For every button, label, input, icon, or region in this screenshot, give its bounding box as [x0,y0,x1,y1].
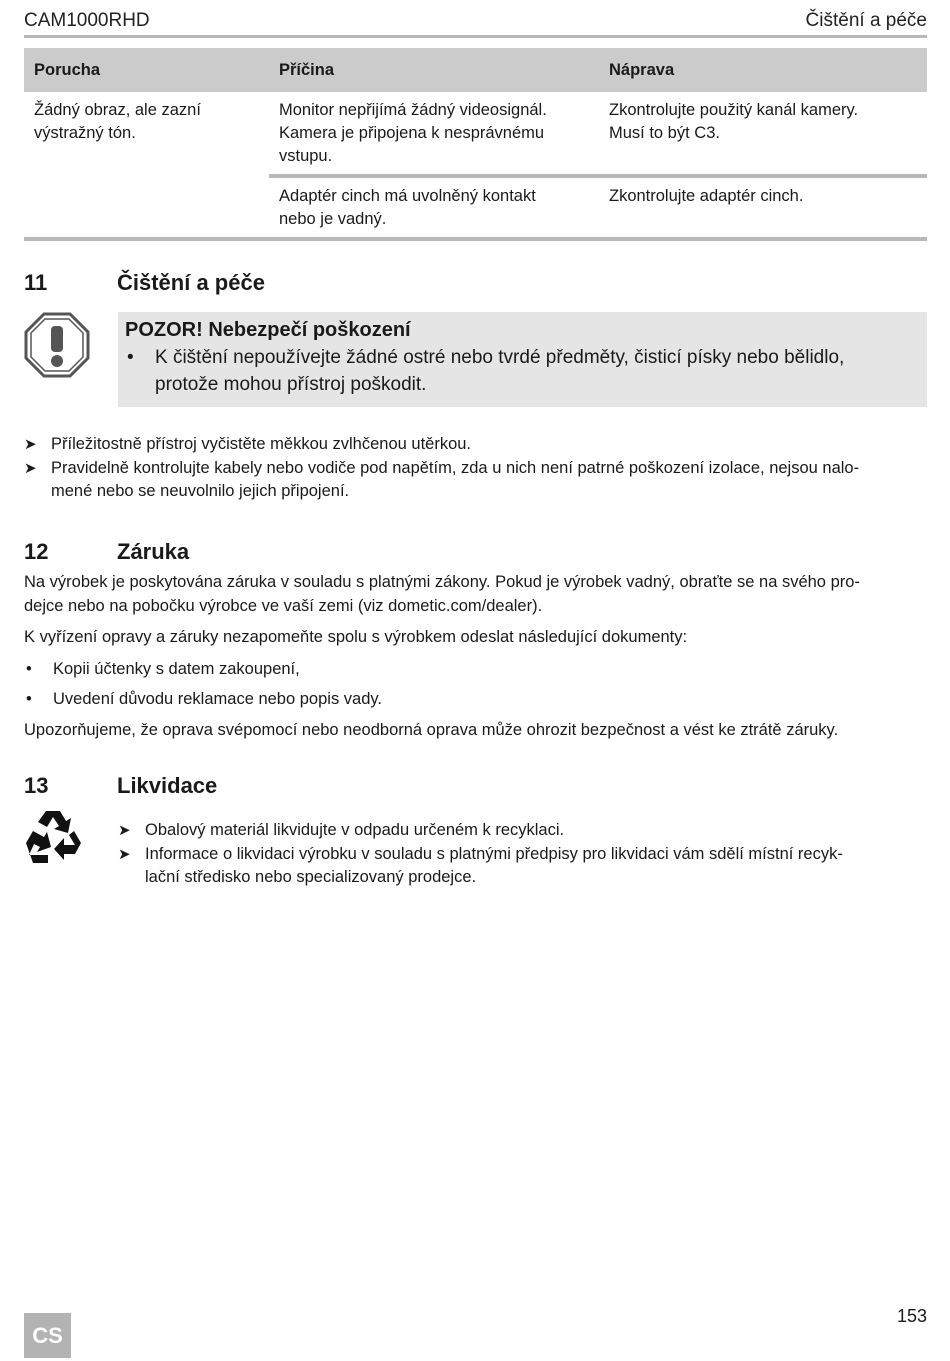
warning-title: POZOR! Nebezpečí poškození [125,319,411,341]
section-warranty [24,539,927,750]
page-header [24,0,927,38]
table-row [24,92,927,176]
exclamation-octagon-icon [24,312,90,378]
section-heading [24,773,927,799]
bullet-dot: • [26,659,32,678]
header-remedy: Náprava [599,48,927,92]
bullet-dot: • [127,347,134,368]
section-title: Likvidace [117,773,218,798]
section-disposal [24,773,927,893]
fault-cell: Žádný obraz, ale zazní výstražný tón. [34,101,201,142]
section-number: 11 [24,270,48,295]
arrow-bullet-icon: ➤ [118,845,131,863]
section-title: Čištění a péče [117,270,265,295]
arrow-bullet-icon: ➤ [24,436,37,453]
remedy-cell: Zkontrolujte použitý kanál kamery. Musí to být C3. [609,101,859,142]
recycle-icon [24,809,82,865]
list-item: • Kopii účtenky s datem zakoupení, [24,658,927,682]
arrow-bullet-icon: ➤ [118,822,131,839]
list-item: ➤ Informace o likvidaci výrobku v souladu s platnými předpisy pro likvidaci vám sdělí místní recyk- lační středisko nebo specializovaný prodejce. [118,843,927,890]
header-fault: Porucha [24,48,269,92]
list-item: • Uvedení důvodu reklamace nebo popis vady. [24,688,927,712]
section-number: 13 [24,773,49,798]
page [24,0,927,886]
warranty-notice: Upozorňujeme, že oprava svépomocí nebo neodborná oprava může ohrozit bezpečnost a vést ke ztrátě záruky. [24,720,839,739]
header-section: Čištění a péče [805,10,927,31]
header-cause: Příčina [269,48,599,92]
cleaning-instructions [24,433,927,504]
cause-cell: Monitor nepřijímá žádný videosignál. Kamera je připojena k nesprávnému vstupu. [279,101,547,165]
remedy-cell: Zkontrolujte adaptér cinch. [599,176,927,239]
section-heading [24,539,927,565]
section-heading [24,270,927,296]
warning-bullet: • K čištění nepoužívejte žádné ostré nebo tvrdé předměty, čisticí písky nebo bělidlo, protože mohou přístroj poškodit. [125,344,919,398]
section-title: Záruka [117,539,190,564]
page-number: 153 [896,1306,927,1326]
disposal-instructions [118,819,927,890]
list-item: ➤ Příležitostně přístroj vyčistěte měkkou zvlhčenou utěrkou. [24,433,927,457]
warranty-paragraph: Na výrobek je poskytována záruka v souladu s platnými zákony. Pokud je výrobek vadný, obraťte se na svého pro- dejce nebo na pobočku výrobce ve vaší zemi (viz dometic.com/dealer). [24,573,860,615]
header-model: CAM1000RHD [24,10,150,31]
list-item: ➤ Obalový materiál likvidujte v odpadu určeném k recyklaci. [118,819,927,843]
section-cleaning [24,270,927,296]
warning-box [118,312,927,407]
bullet-dot: • [26,690,32,708]
language-badge: CS [24,1313,71,1358]
arrow-bullet-icon: ➤ [24,459,37,477]
table-header-row [24,48,927,92]
list-item: ➤ Pravidelně kontrolujte kabely nebo vodiče pod napětím, zda u nich není patrné poškození izolace, nejsou nalo- mené nebo se neuvolnilo jejich připojení. [24,457,927,504]
troubleshooting-table [24,48,927,241]
cause-cell: Adaptér cinch má uvolněný kontakt nebo je vadný. [269,176,599,239]
section-number: 12 [24,539,49,564]
warning-block [24,312,927,406]
warranty-documents-intro: K vyřízení opravy a záruky nezapomeňte spolu s výrobkem odeslat následující dokumenty: [24,628,688,646]
